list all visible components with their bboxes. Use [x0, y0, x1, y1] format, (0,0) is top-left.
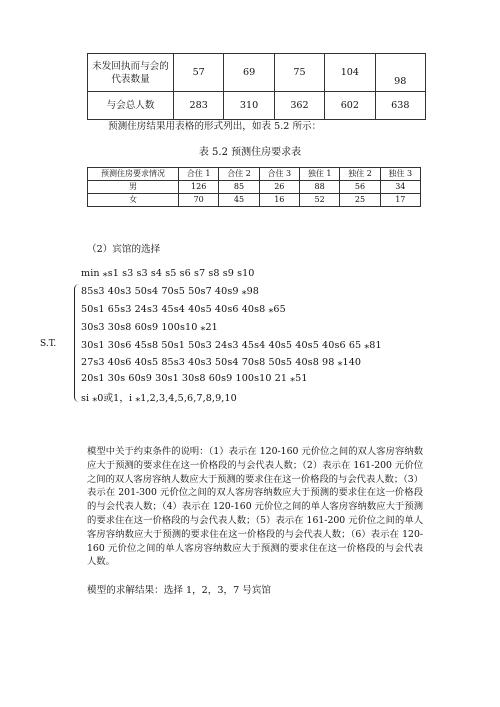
constraint-line: 27s3 40s6 40s5 85s3 40s3 50s4 70s8 50s5 40s8 98 ⁎140	[81, 357, 362, 368]
row-label: 与会总人数	[88, 92, 174, 120]
st-label: S.T.	[40, 339, 57, 349]
table-cell: 25	[340, 194, 380, 207]
table-cell: 70	[179, 194, 219, 207]
column-header: 合住 1	[179, 168, 219, 181]
intro-text: 预测住房结果用表格的形式列出，如表 5.2 所示：	[108, 121, 322, 132]
table-row	[88, 54, 426, 92]
table-cell: 45	[219, 194, 259, 207]
table-cell: 126	[179, 181, 219, 194]
row-label: 未发回执而与会的代表数量	[88, 54, 174, 92]
constraint-line: 30s1 30s6 45s8 50s1 50s3 24s3 45s4 40s5 40s5 40s6 65 ⁎81	[81, 340, 382, 351]
constraint-line: 50s1 65s3 24s3 45s4 40s5 40s6 40s8 ⁎65	[81, 304, 286, 315]
table-cell: 17	[380, 194, 420, 207]
constraint-line: 85s3 40s3 50s4 70s5 50s7 40s9 ⁎98	[81, 286, 260, 297]
section-title: （2）宾馆的选择	[87, 244, 161, 255]
table-cell: 310	[224, 92, 274, 120]
column-header: 合住 3	[259, 168, 299, 181]
table-cell: 602	[325, 92, 375, 120]
table-cell: 283	[174, 92, 224, 120]
table-row	[88, 92, 426, 120]
table-caption: 表 5.2 预测住房要求表	[198, 147, 302, 158]
table-row	[88, 194, 421, 207]
result-text: 模型的求解结果：选择 1，2，3，7 号宾馆	[87, 585, 272, 596]
column-header: 独住 2	[340, 168, 380, 181]
table-cell: 75	[274, 54, 324, 92]
table-cell: 88	[299, 181, 339, 194]
table-cell: 104	[325, 54, 375, 92]
column-header: 独住 3	[380, 168, 420, 181]
table-cell: 52	[299, 194, 339, 207]
table-cell: 26	[259, 181, 299, 194]
table-row	[88, 181, 421, 194]
constraint-line: 30s3 30s8 60s9 100s10 ⁎21	[81, 322, 218, 333]
constraint-line: si ⁎0或1，i ⁎1,2,3,4,5,6,7,8,9,10	[81, 393, 237, 404]
table-cell: 34	[380, 181, 420, 194]
table-cell: 57	[174, 54, 224, 92]
table-cell: 56	[340, 181, 380, 194]
row-label: 女	[88, 194, 179, 207]
table-cell: 362	[274, 92, 324, 120]
table-cell: 85	[219, 181, 259, 194]
table-header-row	[88, 168, 421, 181]
objective-function: min ⁎s1 s3 s3 s4 s5 s6 s7 s8 s9 s10	[81, 268, 255, 279]
table-cell: 16	[259, 194, 299, 207]
constraint-line: 20s1 30s 60s9 30s1 30s8 60s9 100s10 21 ⁎51	[81, 373, 308, 384]
table-cell: 638	[375, 92, 425, 120]
table-cell: 98	[375, 54, 425, 92]
column-header: 独住 1	[299, 168, 339, 181]
attendance-table	[87, 53, 426, 120]
column-header: 合住 2	[219, 168, 259, 181]
column-header: 预测住房要求情况	[88, 168, 179, 181]
housing-demand-table	[87, 167, 421, 207]
table-cell: 69	[224, 54, 274, 92]
explanation-paragraph: 模型中关于约束条件的说明：（1）表示在 120-160 元价位之间的双人客房容纳数应大于预测的要求住在这一价格段的与会代表人数；（2）表示在 161-200 元价位之间的双人客房容纳人数应大于预测的要求住在这一价格段的与会代表人数；（3）表示在 201-300 元价位之间的双人客房容纳数应大于预测的要求住在这一价格段的与会代表人数；（4）表示在 120-160 元价位之间的单人客房容纳数应大于预测的要求住在这一价格段的与会代表人数；（5）表示在 161-200 元价位之间的单人客房容纳数应大于预测的要求住在这一价格段的与会代表人数；（6）表示在 120-160 元价位之间的单人客房容纳数应大于预测的要求住在这一价格段的与会代表人数。	[87, 446, 423, 568]
row-label: 男	[88, 181, 179, 194]
